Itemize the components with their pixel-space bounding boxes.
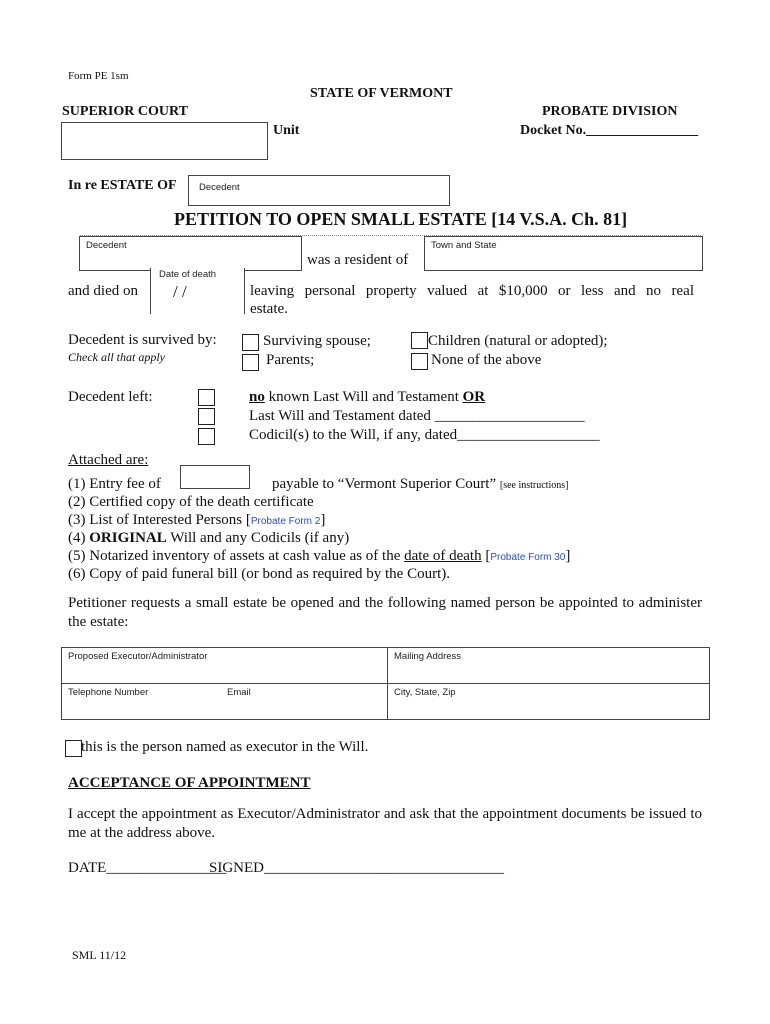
none-of-above-checkbox[interactable] — [411, 353, 428, 370]
appointee-table — [61, 647, 710, 720]
named-executor-text: this is the person named as executor in the Will. — [81, 739, 369, 755]
leaving-property-text: leaving personal property valued at $10,000 or less and no real — [250, 283, 694, 299]
or-emphasis: OR — [462, 389, 486, 405]
phone-label: Telephone Number — [68, 687, 149, 698]
will-dated-checkbox[interactable] — [198, 408, 215, 425]
unit-label: Unit — [273, 123, 300, 138]
will-dated-text: Last Will and Testament dated ____________________ — [249, 408, 585, 424]
died-on-text: and died on — [68, 283, 138, 299]
city-state-zip-field[interactable] — [388, 684, 709, 719]
parents-label: Parents; — [266, 352, 315, 368]
email-field[interactable] — [222, 684, 387, 719]
date-signature-line[interactable]: DATE________________ — [68, 860, 227, 876]
city-label: City, State, Zip — [394, 687, 456, 698]
item-4-num: (4) — [68, 530, 90, 546]
no-will-checkbox[interactable] — [198, 389, 215, 406]
surviving-spouse-label: Surviving spouse; — [263, 333, 371, 349]
none-of-above-label: None of the above — [431, 352, 542, 368]
item-5-text: (5) Notarized inventory of assets at cash value as of the — [68, 548, 405, 564]
form-version-footer: SML 11/12 — [72, 948, 127, 962]
unit-field[interactable] — [61, 122, 268, 160]
decedent-left-label: Decedent left: — [68, 389, 153, 405]
attached-item-3 — [68, 512, 325, 529]
payable-to: payable to “Vermont Superior Court” — [272, 476, 497, 492]
decedent-residence-label: Decedent — [86, 240, 127, 251]
children-checkbox[interactable] — [411, 332, 428, 349]
entry-fee-field[interactable] — [180, 465, 250, 489]
surviving-spouse-checkbox[interactable] — [242, 334, 259, 351]
state-heading: STATE OF VERMONT — [310, 86, 453, 101]
in-re-estate-label: In re ESTATE OF — [68, 178, 177, 193]
payable-text — [272, 476, 568, 493]
attached-item-2: (2) Certified copy of the death certificate — [68, 494, 314, 510]
docket-number-field[interactable]: Docket No.________________ — [520, 123, 699, 138]
no-will-rest: known Last Will and Testament — [264, 389, 463, 405]
attached-item-4 — [68, 530, 349, 547]
signed-signature-line[interactable]: SIGNED________________________________ — [209, 860, 504, 876]
petition-request-text: Petitioner requests a small estate be opened and the following named person be appointed to administer the estate: — [68, 595, 702, 630]
town-state-field[interactable] — [424, 236, 703, 271]
attached-item-1: (1) Entry fee of — [68, 476, 161, 492]
probate-form-2-link[interactable]: Probate Form 2 — [250, 516, 321, 527]
item-3-text: (3) List of Interested Persons [ — [68, 512, 251, 528]
attached-item-5 — [68, 548, 570, 565]
attached-heading: Attached are: — [68, 452, 149, 468]
mailing-label: Mailing Address — [394, 651, 462, 662]
acceptance-text: I accept the appointment as Executor/Administrator and ask that the appointment documents be issued to me at the address above. — [68, 806, 702, 841]
acceptance-heading: ACCEPTANCE OF APPOINTMENT — [68, 775, 311, 791]
attached-item-6: (6) Copy of paid funeral bill (or bond as required by the Court). — [68, 566, 450, 582]
decedent-name-field[interactable] — [188, 175, 450, 206]
codicil-text: Codicil(s) to the Will, if any, dated___________________ — [249, 427, 600, 443]
probate-form-30-link[interactable]: Probate Form 30 — [490, 552, 566, 563]
no-will-text — [249, 389, 485, 406]
parents-checkbox[interactable] — [242, 354, 259, 371]
executor-label: Proposed Executor/Administrator — [68, 651, 208, 662]
check-all-hint: Check all that apply — [68, 350, 165, 364]
executor-name-field[interactable] — [62, 648, 387, 683]
petition-title: PETITION TO OPEN SMALL ESTATE [14 V.S.A. Ch. 81] — [174, 209, 628, 229]
email-label: Email — [227, 687, 251, 698]
decedent-residence-field[interactable] — [79, 236, 302, 271]
court-name: SUPERIOR COURT — [62, 104, 188, 119]
mailing-address-field[interactable] — [388, 648, 709, 683]
date-slashes: / / — [173, 282, 187, 301]
named-executor-checkbox[interactable] — [65, 740, 82, 757]
item-4-rest: Will and any Codicils (if any) — [166, 530, 350, 546]
date-of-death-label: Date of death — [159, 269, 217, 280]
date-of-death-underlined: date of death — [404, 548, 482, 564]
form-id: Form PE 1sm — [68, 70, 129, 82]
decedent-field-label: Decedent — [199, 182, 240, 193]
survived-by-label: Decedent is survived by: — [68, 332, 217, 348]
item-5-bracket-close: ] — [565, 548, 571, 564]
children-label: Children (natural or adopted); — [428, 333, 608, 349]
no-emphasis: no — [249, 389, 265, 405]
division-name: PROBATE DIVISION — [542, 104, 678, 119]
town-state-label: Town and State — [431, 240, 497, 251]
item-3-bracket: ] — [320, 512, 326, 528]
leaving-property-text-2: estate. — [250, 301, 288, 317]
item-5-bracket-open: [ — [481, 548, 491, 564]
codicil-checkbox[interactable] — [198, 428, 215, 445]
original-emphasis: ORIGINAL — [89, 530, 167, 546]
see-instructions-note: [see instructions] — [499, 480, 569, 491]
telephone-field[interactable] — [62, 684, 222, 719]
resident-of-text: was a resident of — [307, 252, 409, 268]
date-of-death-field[interactable] — [150, 268, 245, 314]
